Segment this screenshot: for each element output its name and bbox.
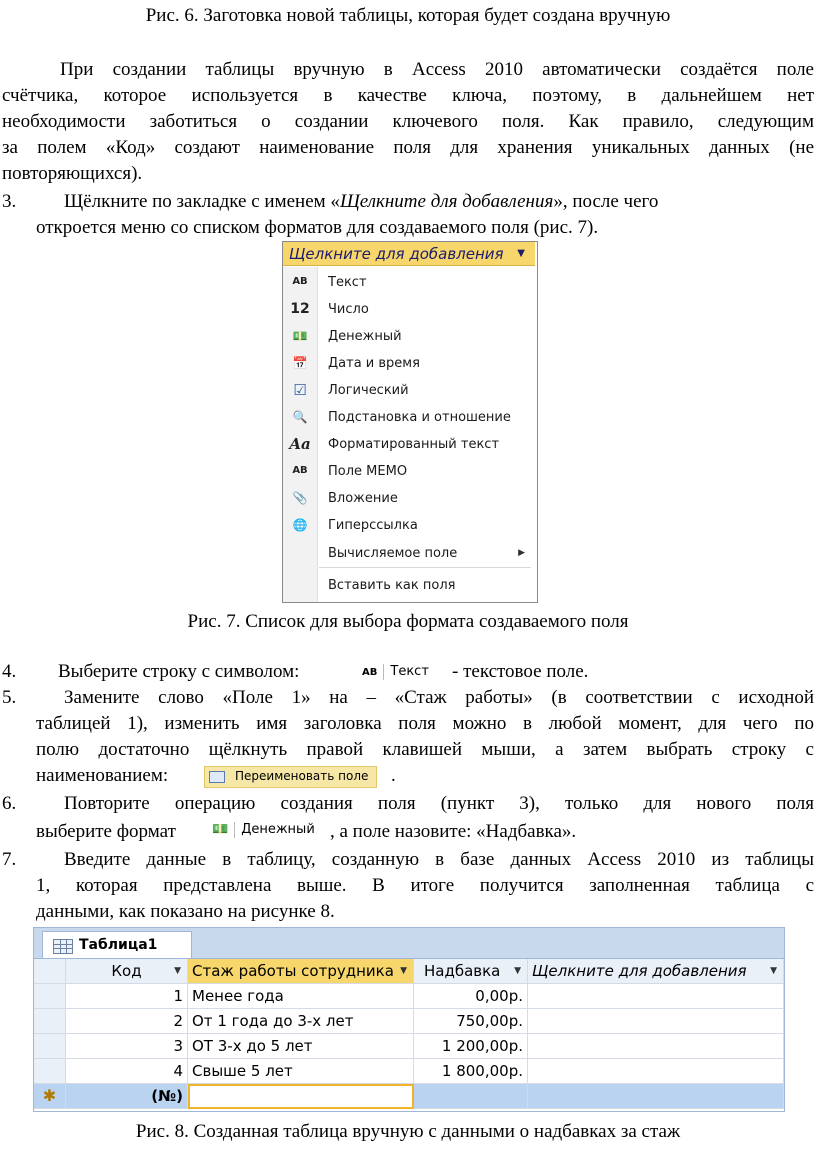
step-6-number: 6. [2, 793, 17, 814]
new-record-empty[interactable] [528, 1084, 784, 1109]
cell-bonus[interactable]: 1 800,00р. [414, 1059, 528, 1084]
step-4-number: 4. [2, 661, 17, 682]
menu-item-label: Подстановка и отношение [328, 410, 511, 425]
menu-item-lookup[interactable] [283, 404, 535, 431]
menu-item-label: Текст [328, 275, 367, 290]
field-format-menu [282, 241, 538, 603]
text-format-inline [362, 662, 429, 682]
paragraph-line: за полем «Код» создают наименование поля для хранения уникальных данных (не [2, 137, 814, 158]
step-5-period: . [391, 765, 396, 786]
checkbox-icon: ☑ [293, 381, 307, 399]
menu-item-label: Вычисляемое поле [328, 546, 458, 561]
memo-icon: AB [292, 465, 308, 476]
chevron-down-icon: ▼ [770, 966, 777, 976]
new-record-id: (№) [66, 1084, 188, 1109]
menu-item-attachment[interactable] [283, 485, 535, 512]
cell-id[interactable]: 3 [66, 1034, 188, 1059]
text-format-label: Текст [390, 664, 429, 679]
cell-empty[interactable] [528, 1034, 784, 1059]
step-7-line-2: 1, которая представлена выше. В итоге получится заполненная таблица с [36, 875, 814, 896]
tab-table1[interactable] [42, 931, 192, 958]
cell-bonus[interactable]: 0,00р. [414, 984, 528, 1009]
menu-item-boolean[interactable] [283, 377, 535, 404]
row-selector[interactable] [34, 1034, 66, 1059]
step-6-line-2: выберите формат [36, 821, 176, 842]
new-record-bonus[interactable] [414, 1084, 528, 1109]
menu-item-rich-text[interactable] [283, 431, 535, 458]
lookup-icon: 🔍 [292, 410, 308, 424]
submenu-arrow-icon: ▶ [518, 548, 525, 558]
row-selector[interactable] [34, 1059, 66, 1084]
currency-format-label: Денежный [241, 822, 315, 837]
new-record-icon[interactable]: ✱ [34, 1084, 66, 1109]
row-selector[interactable] [34, 1009, 66, 1034]
table-icon [53, 939, 73, 954]
step-5-line-3: полю достаточно щёлкнуть правой клавишей мыши, а затем выбрать строку с [36, 739, 814, 760]
step-3-line-1 [64, 190, 814, 214]
menu-item-label: Денежный [328, 329, 402, 344]
step-6-suffix: , а поле назовите: «Надбавка». [330, 821, 577, 842]
step-6-line-1: Повторите операцию создания поля (пункт 3), только для нового поля [64, 793, 814, 814]
step-7-number: 7. [2, 849, 17, 870]
select-all-corner[interactable] [34, 959, 66, 984]
menu-item-hyperlink[interactable] [283, 512, 535, 539]
menu-item-label: Поле MEMO [328, 464, 408, 479]
column-header-id[interactable] [66, 959, 188, 984]
cell-experience[interactable]: Свыше 5 лет [188, 1059, 414, 1084]
column-header-label: Щелкните для добавления [532, 962, 747, 980]
paperclip-icon: 📎 [292, 491, 308, 505]
cell-experience[interactable]: ОТ 3-х до 5 лет [188, 1034, 414, 1059]
globe-icon: 🌐 [292, 518, 308, 532]
menu-item-label: Дата и время [328, 356, 420, 371]
menu-item-label: Форматированный текст [328, 437, 500, 452]
column-header-click-to-add[interactable] [528, 959, 784, 984]
chevron-down-icon: ▼ [400, 966, 407, 976]
step-7-line-1: Введите данные в таблицу, созданную в базе данных Access 2010 из таблицы [64, 849, 814, 870]
menu-item-number[interactable] [283, 296, 535, 323]
rich-text-icon: Aa [289, 435, 311, 453]
column-header-label: Надбавка [424, 962, 501, 980]
menu-item-paste-as-fields[interactable] [283, 572, 535, 599]
table-tab-bar [34, 928, 784, 959]
rename-field-button[interactable] [204, 766, 377, 788]
menu-item-label: Логический [328, 383, 409, 398]
figure-8-caption: Рис. 8. Созданная таблица вручную с данными о надбавках за стаж [135, 1121, 681, 1142]
cell-bonus[interactable]: 750,00р. [414, 1009, 528, 1034]
figure-6-caption: Рис. 6. Заготовка новой таблицы, которая будет создана вручную [145, 5, 671, 26]
step-4-suffix: - текстовое поле. [452, 661, 589, 682]
menu-item-calculated[interactable] [283, 540, 535, 567]
rename-icon [209, 771, 225, 783]
tab-label: Таблица1 [79, 937, 158, 953]
step-3-line-2: откроется меню со списком форматов для создаваемого поля (рис. 7). [36, 217, 599, 238]
column-header-experience[interactable] [188, 959, 414, 984]
column-header-label: Стаж работы сотрудника [192, 962, 394, 980]
cell-id[interactable]: 2 [66, 1009, 188, 1034]
access-table [33, 927, 785, 1112]
column-header-bonus[interactable] [414, 959, 528, 984]
paragraph-line: необходимости заботиться о создании ключевого поля. Как правило, следующим [2, 111, 814, 132]
menu-item-label: Вставить как поля [328, 578, 456, 593]
step-7-line-3: данными, как показано на рисунке 8. [36, 901, 335, 922]
paragraph-line: счётчика, которое используется в качестве ключа, поэтому, в дальнейшем нет [2, 85, 814, 106]
menu-item-currency[interactable] [283, 323, 535, 350]
rename-field-label: Переименовать поле [235, 769, 369, 783]
step-3-number: 3. [2, 191, 17, 212]
menu-header[interactable] [283, 242, 535, 266]
new-record-experience-input[interactable] [188, 1084, 414, 1109]
text-field-icon: AB [362, 667, 378, 678]
chevron-down-icon: ▼ [174, 966, 181, 976]
number-field-icon: 12 [290, 301, 310, 317]
menu-item-datetime[interactable] [283, 350, 535, 377]
currency-icon: 💵 [292, 329, 308, 343]
text-field-icon: AB [292, 276, 308, 287]
step-5-line-2: таблицей 1), изменить имя заголовка поля можно в любой момент, для чего по [36, 713, 814, 734]
paragraph-line: При создании таблицы вручную в Access 2010 автоматически создаётся поле [60, 59, 814, 80]
column-header-label: Код [111, 962, 142, 980]
cell-experience[interactable]: От 1 года до 3-х лет [188, 1009, 414, 1034]
step-5-number: 5. [2, 687, 17, 708]
calendar-icon: 📅 [292, 356, 308, 370]
currency-format-inline [212, 820, 315, 840]
cell-empty[interactable] [528, 1009, 784, 1034]
menu-item-label: Число [328, 302, 369, 317]
menu-header-label: Щелкните для добавления [289, 245, 504, 263]
cell-id[interactable]: 4 [66, 1059, 188, 1084]
step-3-text-a: Щёлкните по закладке с именем «Щелкните для добавления», после чего [64, 191, 659, 212]
cell-empty[interactable] [528, 1059, 784, 1084]
cell-bonus[interactable]: 1 200,00р. [414, 1034, 528, 1059]
menu-item-label: Гиперссылка [328, 518, 418, 533]
chevron-down-icon: ▼ [514, 966, 521, 976]
menu-item-label: Вложение [328, 491, 398, 506]
menu-item-text[interactable] [283, 269, 535, 296]
figure-7-caption: Рис. 7. Список для выбора формата создаваемого поля [187, 611, 629, 632]
menu-item-memo[interactable] [283, 458, 535, 485]
paragraph-line: повторяющихся). [2, 163, 143, 184]
step-4-text: Выберите строку с символом: [58, 661, 300, 682]
menu-separator [319, 567, 531, 568]
step-5-line-4: наименованием: [36, 765, 169, 786]
chevron-down-icon: ▼ [517, 248, 525, 259]
row-selector[interactable] [34, 984, 66, 1009]
cell-empty[interactable] [528, 984, 784, 1009]
cell-experience[interactable]: Менее года [188, 984, 414, 1009]
currency-icon: 💵 [212, 822, 229, 837]
cell-id[interactable]: 1 [66, 984, 188, 1009]
step-5-line-1: Замените слово «Поле 1» на – «Стаж работы» (в соответствии с исходной [64, 687, 814, 708]
